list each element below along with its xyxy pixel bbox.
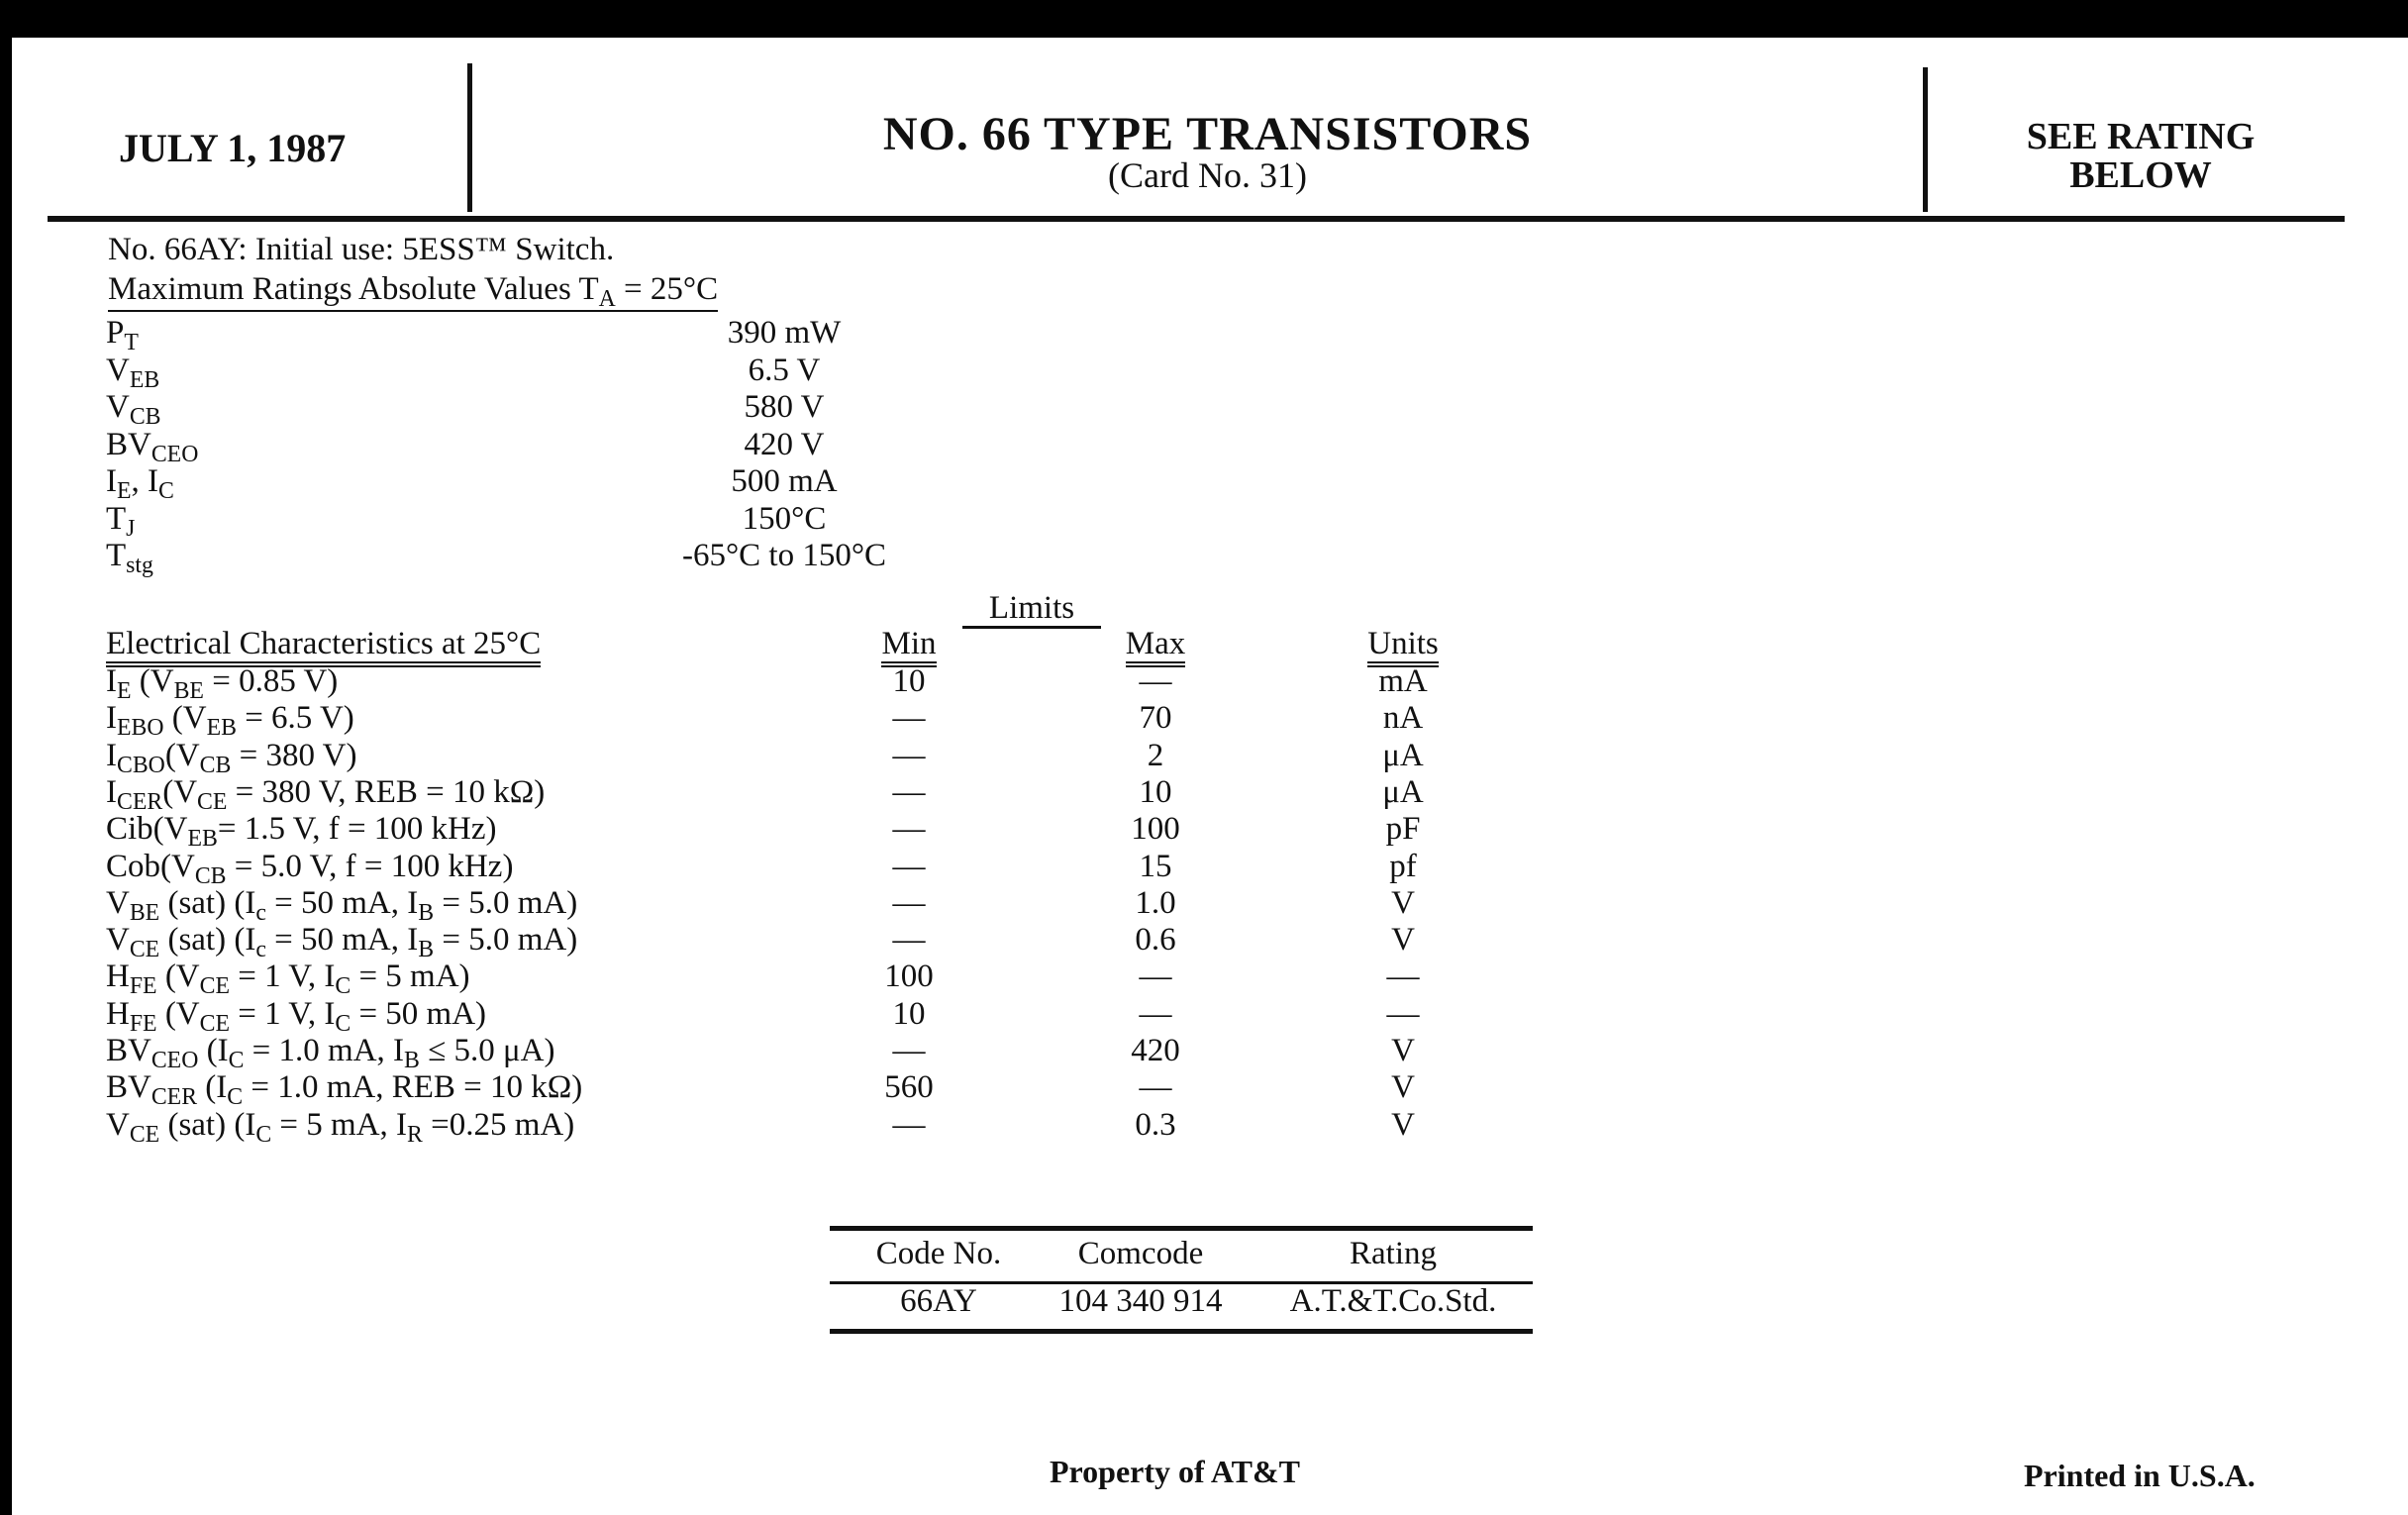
electrical-row-units: μA [1382,737,1424,773]
electrical-row-min: — [892,1106,926,1143]
electrical-row-label: $H_{FE}$ ($V_{CE} = 1$ V, $I_C = 50$ mA) [106,995,487,1037]
header-divider-right [1923,67,1928,212]
max-rating-value: -65°C to 150°C [681,538,887,573]
code-table-top-rule [830,1226,1533,1231]
electrical-row-max: 10 [1139,773,1172,810]
limits-label: Limits [962,590,1101,629]
electrical-heading: Electrical Characteristics at 25°C [106,626,541,662]
electrical-row-label: $I_{CBO}(V_{CB} = 380$ V) [106,737,357,778]
electrical-row-max: 1.0 [1135,884,1176,921]
electrical-row-min: 100 [884,959,934,995]
electrical-row-max: 15 [1139,848,1172,884]
electrical-row-units: μA [1382,773,1424,810]
electrical-row-min: — [892,848,926,884]
electrical-row-label: $I_E$ ($V_{BE} = 0.85$ V) [106,663,339,705]
electrical-row-label: $BV_{CER}$ ($I_C = 1.0$ mA, REB = 10 kΩ) [106,1069,583,1111]
electrical-row-min: — [892,700,926,737]
electrical-row-label: $Cib(V_{EB}= 1.5$ V, f = 100 kHz) [106,811,497,853]
electrical-row-label: $H_{FE}$ ($V_{CE} = 1$ V, $I_C = 5$ mA) [106,959,470,1000]
electrical-row-min: — [892,1033,926,1068]
max-rating-value: 150°C [742,500,827,537]
col-max-header: Max [1091,626,1220,662]
max-rating-value: 6.5 V [748,352,821,388]
code-table-cell-code: 66AY [900,1283,977,1319]
electrical-row-max: 0.3 [1135,1106,1176,1143]
code-table-header-code: Code No. [875,1236,1002,1271]
electrical-row-units: — [1386,995,1420,1032]
col-units-header: Units [1329,626,1477,662]
electrical-row-units: — [1386,959,1420,995]
electrical-row-max: 2 [1147,737,1164,773]
electrical-row-max: — [1139,663,1172,699]
electrical-row-max: — [1139,1069,1172,1106]
max-rating-value: 390 mW [727,315,842,351]
electrical-row-max: 70 [1139,700,1172,737]
electrical-row-units: V [1391,1106,1415,1143]
electrical-row-units: pF [1385,811,1421,848]
electrical-row-label: $V_{CE}$ (sat) ($I_C = 5$ mA, $I_R =0.25$ mA) [106,1106,575,1148]
header-rule [48,216,2345,222]
electrical-row-min: — [892,737,926,773]
electrical-row-units: V [1391,922,1415,959]
electrical-row-min: 10 [892,995,926,1032]
code-table-bottom-rule [830,1329,1533,1334]
electrical-row-units: V [1391,1069,1415,1106]
electrical-row-units: V [1391,884,1415,921]
max-ratings-heading: Maximum Ratings Absolute Values $T_A = 25^\circ C$ [108,271,719,313]
spec-card [12,38,2408,1515]
max-rating-value: 420 V [744,426,825,462]
electrical-row-max: — [1139,959,1172,995]
electrical-row-label: $BV_{CEO}$ ($I_C = 1.0$ mA, $I_B \le 5.0$ μA) [106,1033,555,1074]
electrical-row-max: — [1139,995,1172,1032]
max-rating-symbol: $V_{CB}$ [106,389,161,431]
electrical-row-units: pf [1389,848,1417,884]
max-rating-value: 500 mA [731,463,838,499]
card-title: NO. 66 TYPE TRANSISTORS [882,108,1533,160]
max-rating-symbol: $I_E$, $I_C$ [106,463,174,505]
max-rating-symbol: $BV_{CEO}$ [106,426,199,467]
header-divider-left [467,63,472,212]
code-table-cell-rating: A.T.&T.Co.Std. [1289,1283,1497,1319]
electrical-row-min: — [892,773,926,810]
electrical-row-units: V [1391,1033,1415,1068]
col-min-header: Min [850,626,968,662]
code-table-header-rating: Rating [1350,1236,1437,1271]
electrical-row-min: 560 [884,1069,934,1106]
electrical-row-min: — [892,922,926,959]
electrical-row-label: $I_{CER}(V_{CE} = 380$ V, REB = 10 kΩ) [106,773,546,816]
electrical-row-max: 100 [1131,811,1180,848]
rating-note-line2: BELOW [2069,154,2212,196]
code-table-cell-comcode: 104 340 914 [1058,1283,1223,1319]
electrical-row-label: $I_{EBO}$ ($V_{EB} = 6.5$ V) [106,700,354,742]
electrical-row-units: mA [1378,663,1428,699]
property-notice: Property of AT&T [1050,1454,1300,1489]
electrical-row-max: 420 [1131,1033,1180,1068]
max-rating-value: 580 V [744,389,825,425]
max-rating-symbol: $T_J$ [106,500,136,542]
electrical-row-min: — [892,884,926,921]
max-rating-symbol: $V_{EB}$ [106,352,160,393]
electrical-row-label: $V_{BE}$ (sat) ($I_c = 50$ mA, $I_B = 5.0$ mA) [106,884,578,926]
printed-notice: Printed in U.S.A. [2024,1458,2256,1493]
electrical-row-label: $Cob(V_{CB} = 5.0$ V, f = 100 kHz) [106,848,514,889]
max-rating-symbol: $P_T$ [106,315,139,356]
date-label: JULY 1, 1987 [119,126,347,170]
electrical-row-min: — [892,811,926,848]
code-table-header-comcode: Comcode [1077,1236,1204,1271]
electrical-row-min: 10 [892,663,926,699]
intro-line: No. 66AY: Initial use: 5ESS™ Switch. [108,232,615,267]
electrical-row-units: nA [1382,700,1424,737]
electrical-row-label: $V_{CE}$ (sat) ($I_c = 50$ mA, $I_B = 5.0$ mA) [106,922,578,963]
max-rating-symbol: $T_{stg}$ [106,538,153,579]
rating-note-line1: SEE RATING [2026,116,2256,157]
electrical-row-max: 0.6 [1135,922,1176,959]
card-number: (Card No. 31) [1108,155,1307,195]
